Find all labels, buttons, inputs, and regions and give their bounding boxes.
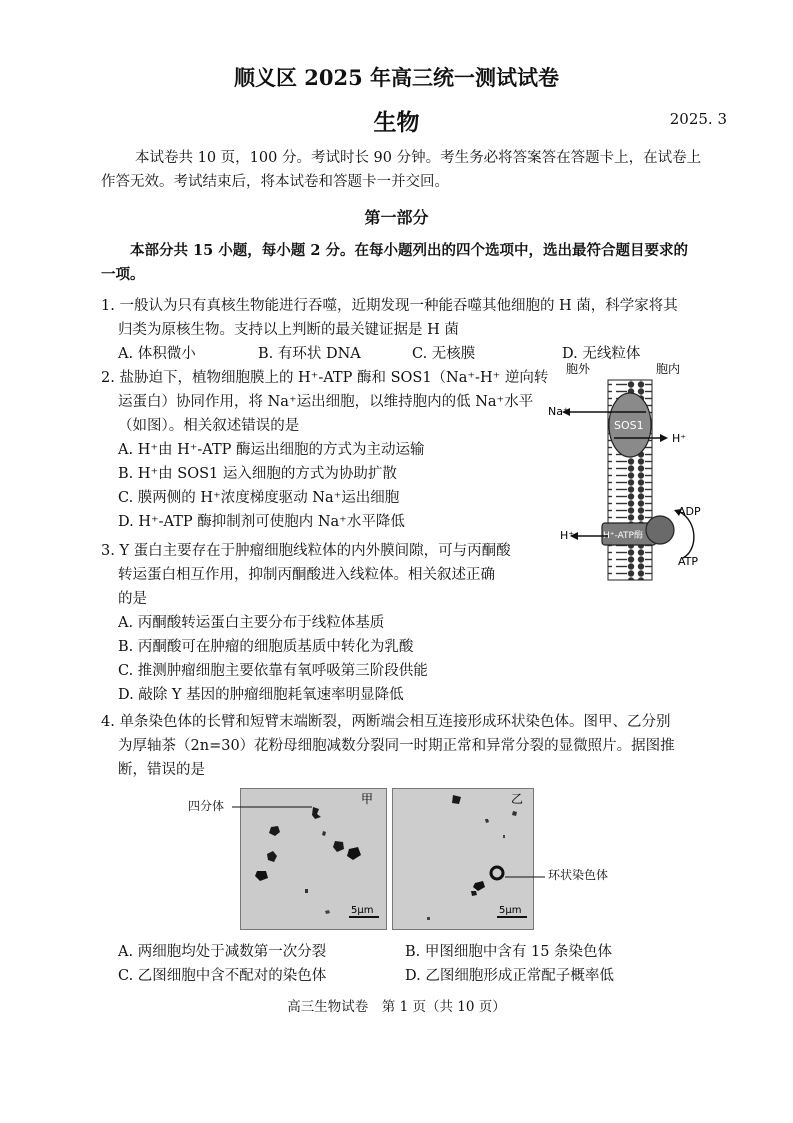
q1-stem-line-2: 归类为原核生物。支持以上判断的最关键证据是 H 菌	[118, 322, 459, 338]
exam-date: 2025. 3	[669, 110, 727, 128]
q4-stem-line-3: 断，错误的是	[118, 762, 205, 778]
tetrad-label: 四分体	[188, 799, 225, 813]
q3-stem-line-3: 的是	[118, 591, 147, 607]
label-outside: 胞外	[566, 362, 591, 376]
q4-option-b: B. 甲图细胞中含有 15 条染色体	[405, 944, 613, 960]
q2-option-b: B. H⁺由 SOS1 运入细胞的方式为协助扩散	[118, 466, 397, 482]
q3-option-a: A. 丙酮酸转运蛋白主要分布于线粒体基质	[118, 615, 385, 631]
q4-option-d: D. 乙图细胞形成正常配子概率低	[405, 968, 614, 984]
na-label: Na⁺	[548, 405, 569, 418]
q2-stem-line-2: 运蛋白）协同作用，将 Na⁺运出细胞，以维持胞内的低 Na⁺水平	[118, 394, 534, 410]
h-out-label: H⁺	[560, 529, 575, 542]
q1-option-b: B. 有环状 DNA	[258, 346, 361, 362]
q4-stem-line-2: 为厚轴茶（2n=30）花粉母细胞减数分裂同一时期正常和异常分裂的显微照片。据图推	[118, 738, 675, 754]
q4-option-c: C. 乙图细胞中含不配对的染色体	[118, 968, 327, 984]
q3-option-d: D. 敲除 Y 基因的肿瘤细胞耗氧速率明显降低	[118, 687, 404, 703]
exam-title: 顺义区 2025 年高三统一测试试卷	[233, 65, 560, 90]
section-title: 第一部分	[364, 208, 429, 227]
q2-stem-line-1: 2. 盐胁迫下，植物细胞膜上的 H⁺-ATP 酶和 SOS1（Na⁺-H⁺ 逆向转	[101, 370, 549, 386]
micrograph-jia-image	[241, 789, 386, 929]
ring-chromosome-label: 环状染色体	[548, 868, 609, 882]
q1-stem-line-1: 1. 一般认为只有真核生物能进行吞噬，近期发现一种能吞噬其他细胞的 H 菌，科学家将其	[101, 298, 678, 314]
atp-adp-arrow	[680, 512, 694, 558]
adp-label: ADP	[678, 505, 701, 518]
yi-label: 乙	[511, 792, 524, 806]
jia-label: 甲	[361, 792, 374, 806]
subject-title: 生物	[373, 109, 420, 136]
intro-line-2: 作答无效。考试结束后，将本试卷和答题卡一并交回。	[101, 174, 449, 190]
q3-option-c: C. 推测肿瘤细胞主要依靠有氧呼吸第三阶段供能	[118, 663, 428, 679]
intro-line-1: 本试卷共 10 页，100 分。考试时长 90 分钟。考生务必将答案答在答题卡上，在试卷上	[135, 150, 702, 166]
section-instruction-line-1: 本部分共 15 小题，每小题 2 分。在每小题列出的四个选项中，选出最符合题目要求的	[130, 242, 688, 259]
micrograph-yi-image	[393, 789, 533, 929]
q1-option-d: D. 无线粒体	[562, 346, 641, 362]
sos1-label: SOS1	[614, 419, 644, 432]
q2-option-d: D. H⁺-ATP 酶抑制剂可使胞内 Na⁺水平降低	[118, 514, 405, 530]
membrane-diagram	[548, 360, 728, 582]
q4-stem-line-1: 4. 单条染色体的长臂和短臂末端断裂，两断端会相互连接形成环状染色体。图甲、乙分别	[101, 714, 671, 730]
micrograph-yi	[392, 788, 534, 930]
tetrad-pointer	[232, 804, 312, 810]
h-in-arrow-head	[660, 434, 668, 442]
jia-scale-label: 5μm	[351, 905, 374, 916]
h-in-label: H⁺	[672, 432, 687, 445]
atp-label: ATP	[678, 555, 699, 568]
page-footer: 高三生物试卷 第 1 页（共 10 页）	[287, 999, 506, 1015]
q2-option-a: A. H⁺由 H⁺-ATP 酶运出细胞的方式为主动运输	[118, 442, 425, 458]
yi-scale-label: 5μm	[499, 905, 522, 916]
section-instruction-line-2: 一项。	[101, 266, 145, 283]
q2-stem-line-3: （如图）。相关叙述错误的是	[118, 418, 300, 434]
q3-stem-line-2: 转运蛋白相互作用，抑制丙酮酸进入线粒体。相关叙述正确	[118, 567, 495, 583]
q4-option-a: A. 两细胞均处于减数第一次分裂	[118, 944, 327, 960]
q2-option-c: C. 膜两侧的 H⁺浓度梯度驱动 Na⁺运出细胞	[118, 490, 400, 506]
q1-option-c: C. 无核膜	[412, 346, 476, 362]
q3-option-b: B. 丙酮酸可在肿瘤的细胞质基质中转化为乳酸	[118, 639, 414, 655]
label-inside: 胞内	[656, 362, 681, 376]
ring-chromosome-pointer	[505, 874, 545, 880]
q1-option-a: A. 体积微小	[118, 346, 196, 362]
h-atpase-domain	[646, 516, 674, 544]
h-atpase-label: H⁺-ATP酶	[603, 531, 643, 541]
q3-stem-line-1: 3. Y 蛋白主要存在于肿瘤细胞线粒体的内外膜间隙，可与丙酮酸	[101, 543, 511, 559]
membrane-figure	[548, 360, 728, 582]
